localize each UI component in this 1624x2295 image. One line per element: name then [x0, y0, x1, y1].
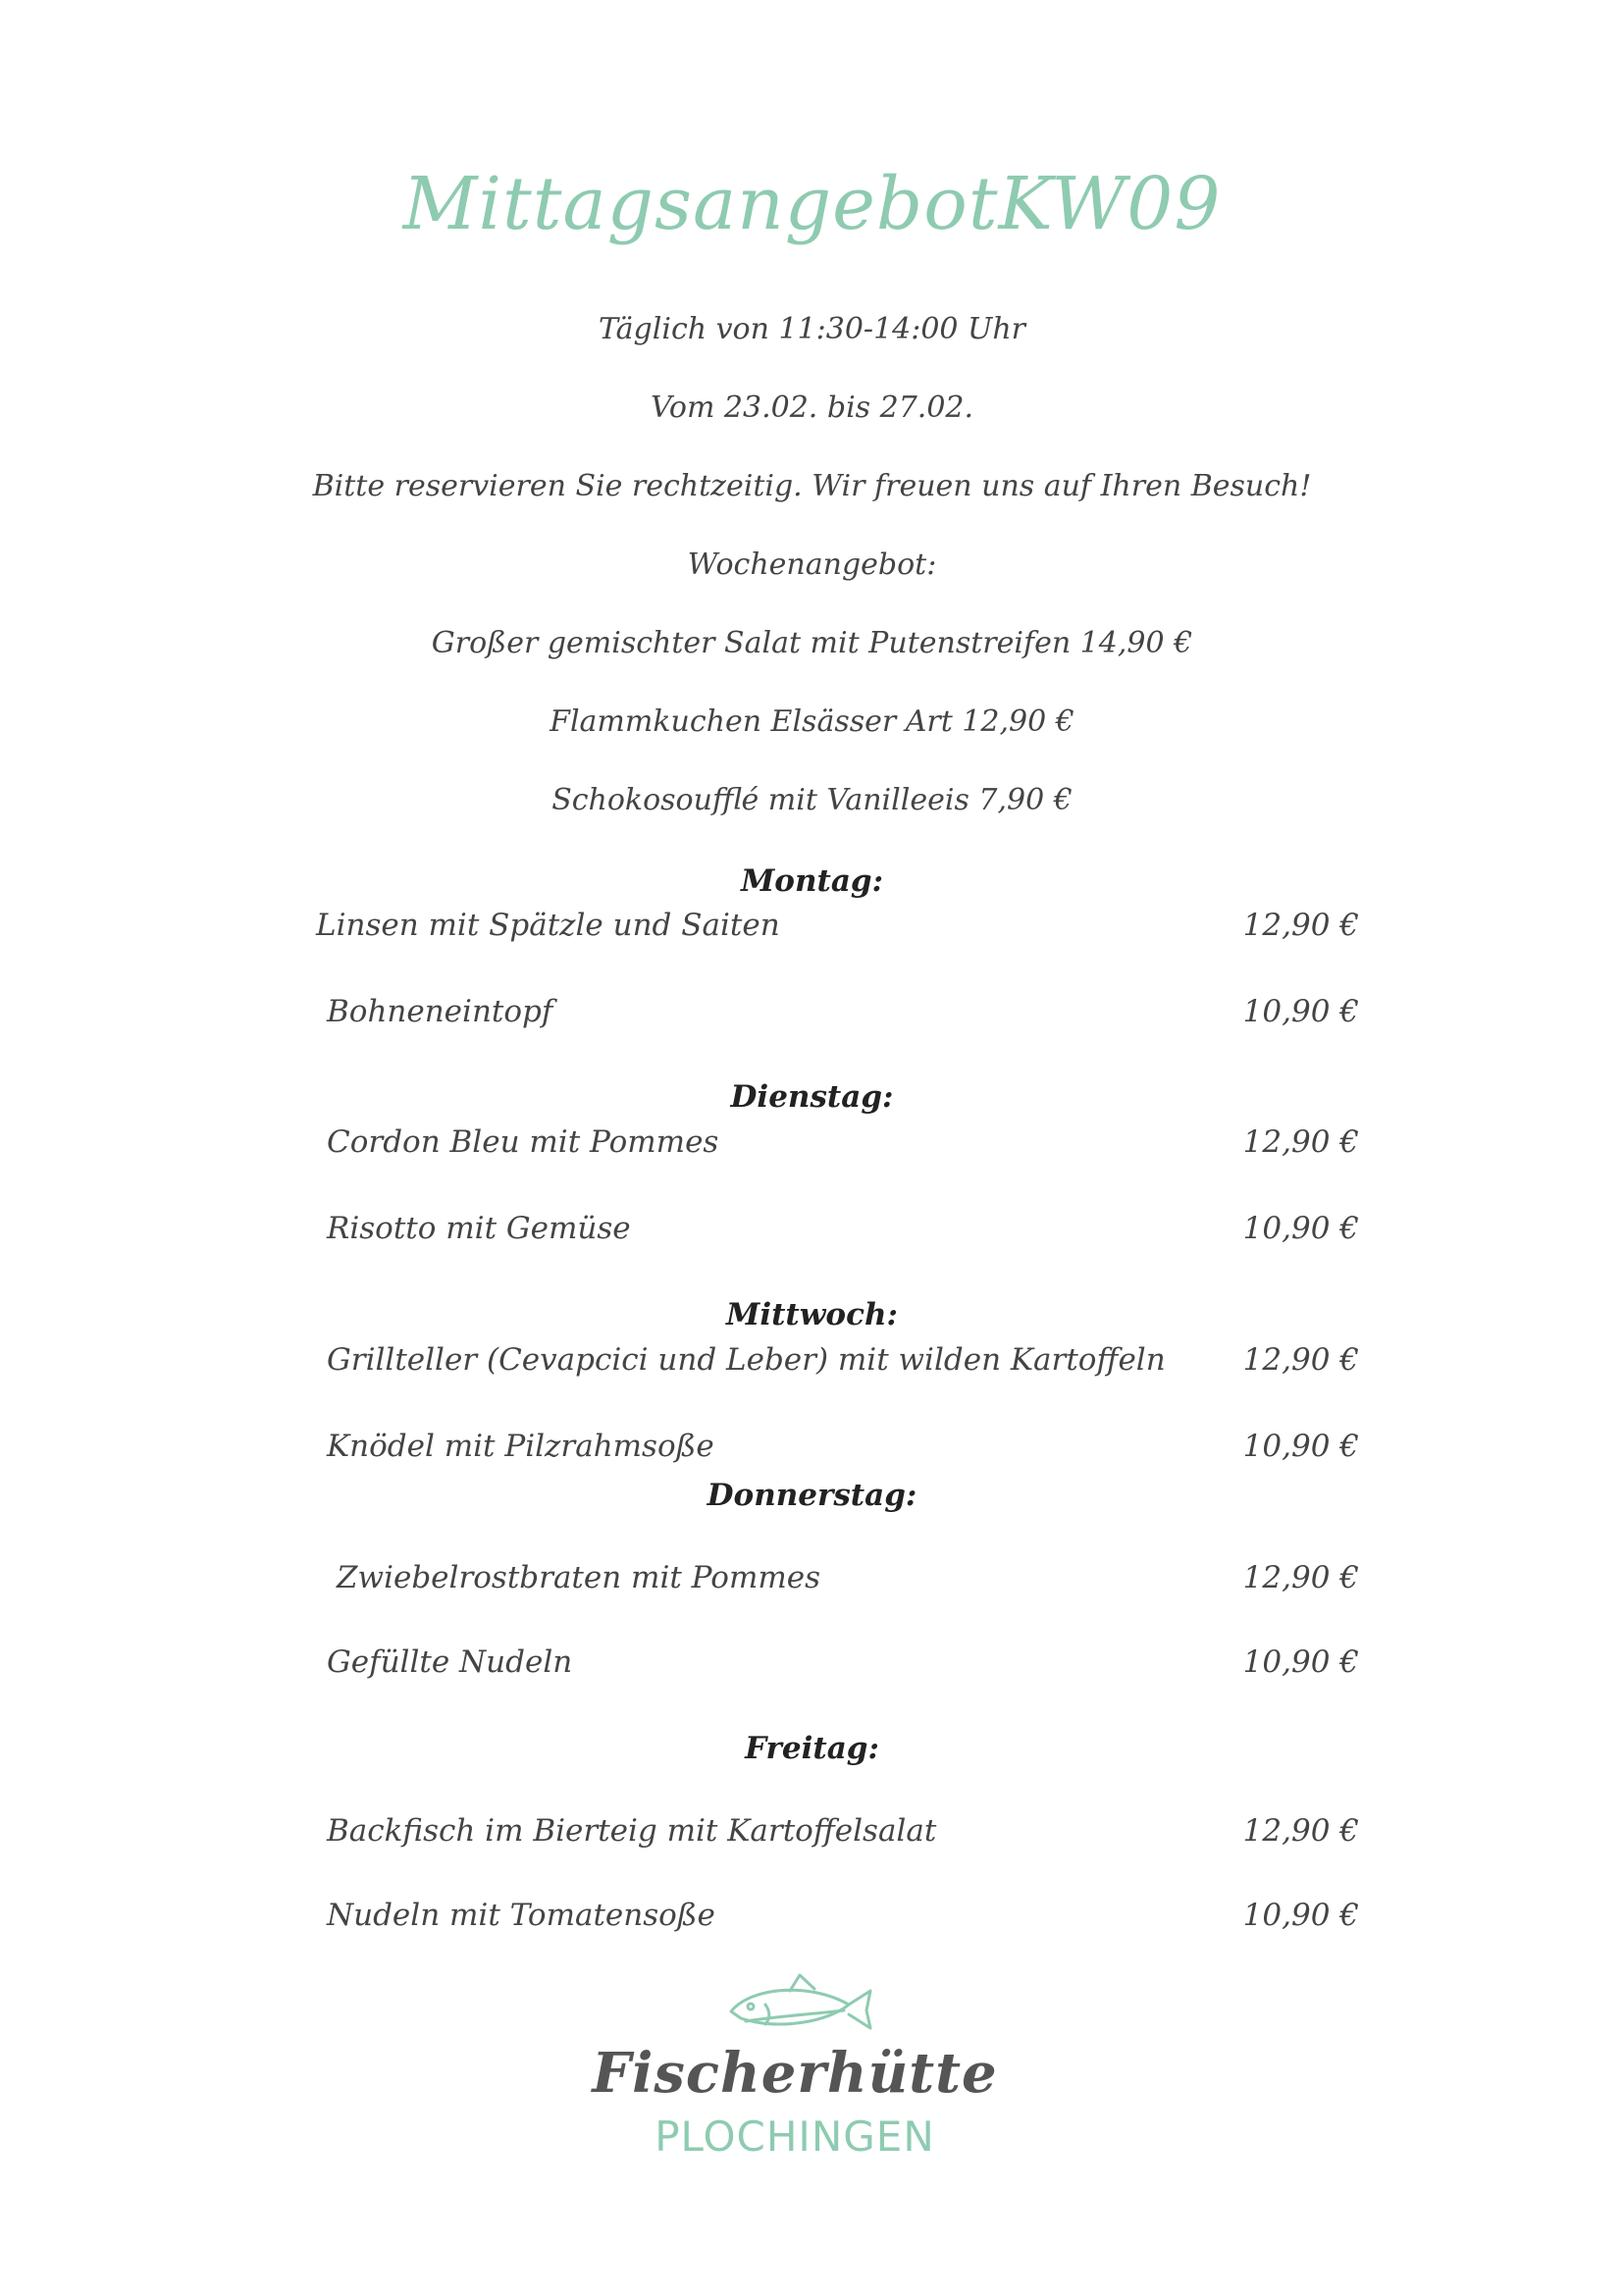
dish-name: Gefüllte Nudeln	[327, 1644, 573, 1680]
dish-name: Nudeln mit Tomatensoße	[327, 1898, 715, 1933]
dish-name: Risotto mit Gemüse	[327, 1211, 631, 1246]
restaurant-logo	[569, 1967, 1021, 2173]
dish-name: Linsen mit Spätzle und Saiten	[316, 908, 780, 943]
dish-price: 10,90 €	[1242, 1644, 1359, 1680]
date-range: Vom 23.02. bis 27.02.	[650, 391, 974, 425]
dish-price: 10,90 €	[1242, 994, 1359, 1029]
day-heading-wednesday: Mittwoch:	[726, 1297, 898, 1332]
dish-price: 10,90 €	[1242, 1898, 1359, 1933]
dish-name: Cordon Bleu mit Pommes	[327, 1124, 719, 1160]
dish-name: Bohneneintopf	[327, 994, 553, 1029]
dish-price: 10,90 €	[1242, 1211, 1359, 1246]
dish-name: Knödel mit Pilzrahmsoße	[327, 1429, 714, 1464]
page-title: MittagsangebotKW09	[402, 162, 1222, 246]
weekly-item: Großer gemischter Salat mit Putenstreifen 14,90 €	[431, 626, 1193, 660]
dish-price: 10,90 €	[1242, 1429, 1359, 1464]
weekly-item: Flammkuchen Elsässer Art 12,90 €	[550, 704, 1074, 739]
logo-city: PLOCHINGEN	[655, 2112, 935, 2161]
dish-name: Zwiebelrostbraten mit Pommes	[337, 1560, 820, 1595]
day-heading-tuesday: Dienstag:	[730, 1079, 894, 1115]
day-heading-thursday: Donnerstag:	[707, 1478, 917, 1513]
dish-price: 12,90 €	[1242, 1124, 1359, 1160]
dish-price: 12,90 €	[1242, 1813, 1359, 1849]
dish-price: 12,90 €	[1242, 908, 1359, 943]
opening-hours: Täglich von 11:30-14:00 Uhr	[598, 312, 1025, 346]
day-heading-friday: Freitag:	[745, 1731, 879, 1766]
logo-name: Fischerhütte	[592, 2041, 998, 2106]
reservation-note: Bitte reservieren Sie rechtzeitig. Wir freuen uns auf Ihren Besuch!	[312, 469, 1312, 503]
fish-icon	[721, 1967, 878, 2046]
dish-price: 12,90 €	[1242, 1342, 1359, 1378]
dish-price: 12,90 €	[1242, 1560, 1359, 1595]
dish-name: Backfisch im Bierteig mit Kartoffelsalat	[327, 1813, 937, 1849]
dish-name: Grillteller (Cevapcici und Leber) mit wilden Kartoffeln	[327, 1342, 1166, 1378]
day-heading-monday: Montag:	[740, 863, 884, 899]
weekly-heading: Wochenangebot:	[687, 548, 937, 582]
weekly-item: Schokosoufflé mit Vanilleeis 7,90 €	[551, 783, 1073, 817]
